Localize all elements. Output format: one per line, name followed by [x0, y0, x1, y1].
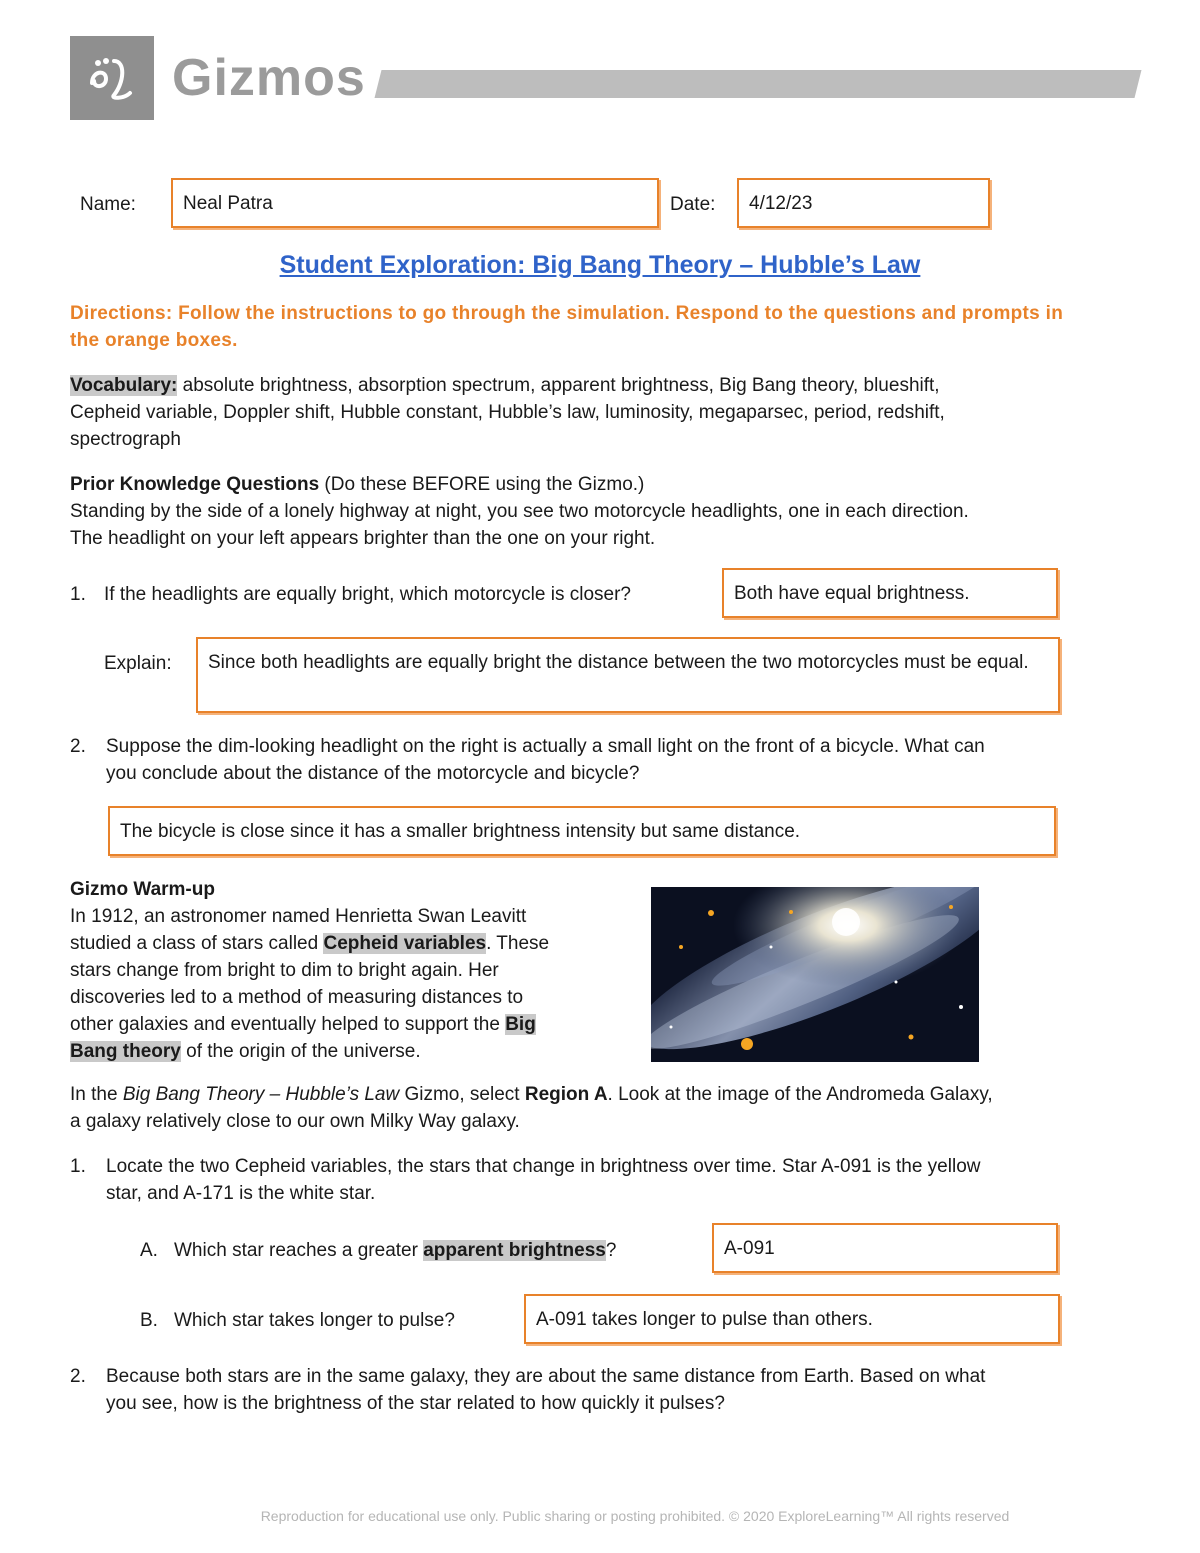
question-a-suffix: ?: [605, 1240, 617, 1261]
warmup-line-6: of the origin of the universe.: [180, 1041, 421, 1062]
warmup-line-3: stars change from bright to dim to bright again. Her: [70, 960, 499, 981]
q2-answer-box[interactable]: The bicycle is close since it has a smaller brightness intensity but same distance.: [108, 806, 1056, 856]
explorelearning-el-logo-icon: [84, 53, 140, 103]
warmup-q1-number: 1.: [70, 1156, 86, 1177]
question-b-answer-box[interactable]: A-091 takes longer to pulse than others.: [524, 1294, 1060, 1344]
warmup-q2-text: [106, 1363, 1126, 1417]
q1-text: If the headlights are equally bright, which motorcycle is closer?: [104, 584, 631, 605]
vocabulary-line-2: Cepheid variable, Doppler shift, Hubble constant, Hubble’s law, luminosity, megaparsec, period, redshift,: [70, 402, 945, 423]
warmup-line-2-end: . These: [486, 933, 550, 954]
question-a-text: [174, 1237, 616, 1264]
warmup-q2-number: 2.: [70, 1366, 86, 1387]
q1-number: 1.: [70, 584, 86, 605]
warmup-q1-line-2: star, and A-171 is the white star.: [106, 1183, 376, 1204]
bang-theory-term: Bang theory: [70, 1041, 181, 1062]
directions-text: Directions: Follow the instructions to go through the simulation. Respond to the questions and prompts in the orange boxes.: [70, 303, 1064, 351]
region-line-1b: Gizmo, select: [399, 1084, 525, 1105]
prior-knowledge-heading: Prior Knowledge Questions: [70, 474, 320, 495]
region-line-1: In the: [70, 1084, 123, 1105]
warmup-q2-line-2: you see, how is the brightness of the star related to how quickly it pulses?: [106, 1393, 725, 1414]
q1-answer-box[interactable]: Both have equal brightness.: [722, 568, 1058, 618]
logo-badge: [70, 36, 154, 120]
date-label: Date:: [670, 194, 716, 215]
date-field[interactable]: 4/12/23: [737, 178, 990, 228]
prior-intro-line-2: The headlight on your left appears brighter than the one on your right.: [70, 528, 656, 549]
region-a-instructions: [70, 1081, 1150, 1135]
question-a-prefix: Which star reaches a greater: [174, 1240, 424, 1261]
prior-intro-line-1: Standing by the side of a lonely highway at night, you see two motorcycle headlights, one in each direction.: [70, 501, 969, 522]
gizmo-name: Big Bang Theory – Hubble’s Law: [122, 1084, 400, 1105]
question-a-answer-box[interactable]: A-091: [712, 1223, 1058, 1273]
header-bar: [375, 70, 1142, 98]
cepheid-term: Cepheid variables: [323, 933, 487, 954]
name-field[interactable]: Neal Patra: [171, 178, 659, 228]
prior-knowledge-note: (Do these BEFORE using the Gizmo.): [319, 474, 645, 495]
q2-text-line-2: you conclude about the distance of the motorcycle and bicycle?: [106, 763, 640, 784]
vocabulary-label: Vocabulary:: [70, 375, 178, 396]
vocabulary-line-3: spectrograph: [70, 429, 181, 450]
q2-text: [106, 733, 1126, 787]
name-label: Name:: [80, 194, 136, 215]
warmup-q2-line-1: Because both stars are in the same galaxy, they are about the same distance from Earth. Based on what: [106, 1366, 986, 1387]
warmup-heading: Gizmo Warm-up: [70, 879, 215, 900]
vocabulary-line-1: absolute brightness, absorption spectrum, apparent brightness, Big Bang theory, blueshift,: [177, 375, 940, 396]
apparent-brightness-term: apparent brightness: [423, 1240, 606, 1261]
footer-copyright: Reproduction for educational use only. Public sharing or posting prohibited. © 2020 ExploreLearning™ All rights reserved: [260, 1508, 1010, 1524]
region-a-label: Region A: [524, 1084, 608, 1105]
big-term: Big: [505, 1014, 536, 1035]
gizmos-wordmark: Gizmos: [172, 49, 366, 107]
warmup-line-4: discoveries led to a method of measuring distances to: [70, 987, 524, 1008]
region-line-1c: . Look at the image of the Andromeda Galaxy,: [607, 1084, 993, 1105]
explain-answer-box[interactable]: Since both headlights are equally bright the distance between the two motorcycles must be equal.: [196, 637, 1060, 713]
question-a-letter: A.: [140, 1240, 158, 1261]
region-line-2: a galaxy relatively close to our own Milky Way galaxy.: [70, 1111, 520, 1132]
q2-number: 2.: [70, 736, 86, 757]
warmup-section: [70, 876, 630, 1065]
warmup-line-2: studied a class of stars called: [70, 933, 324, 954]
warmup-line-5: other galaxies and eventually helped to support the: [70, 1014, 506, 1035]
prior-knowledge-section: [70, 471, 1150, 552]
warmup-q1-text: [106, 1153, 1126, 1207]
question-b-letter: B.: [140, 1310, 158, 1331]
vocabulary-section: [70, 372, 1130, 453]
page-title: Student Exploration: Big Bang Theory – Hubble’s Law: [279, 251, 921, 279]
andromeda-galaxy-image: [651, 887, 979, 1062]
warmup-line-1: In 1912, an astronomer named Henrietta Swan Leavitt: [70, 906, 527, 927]
explain-label: Explain:: [104, 653, 172, 674]
warmup-q1-line-1: Locate the two Cepheid variables, the stars that change in brightness over time. Star A-091 is the yellow: [106, 1156, 981, 1177]
q2-text-line-1: Suppose the dim-looking headlight on the right is actually a small light on the front of a bicycle. What can: [106, 736, 985, 757]
question-b-text: Which star takes longer to pulse?: [174, 1310, 455, 1331]
